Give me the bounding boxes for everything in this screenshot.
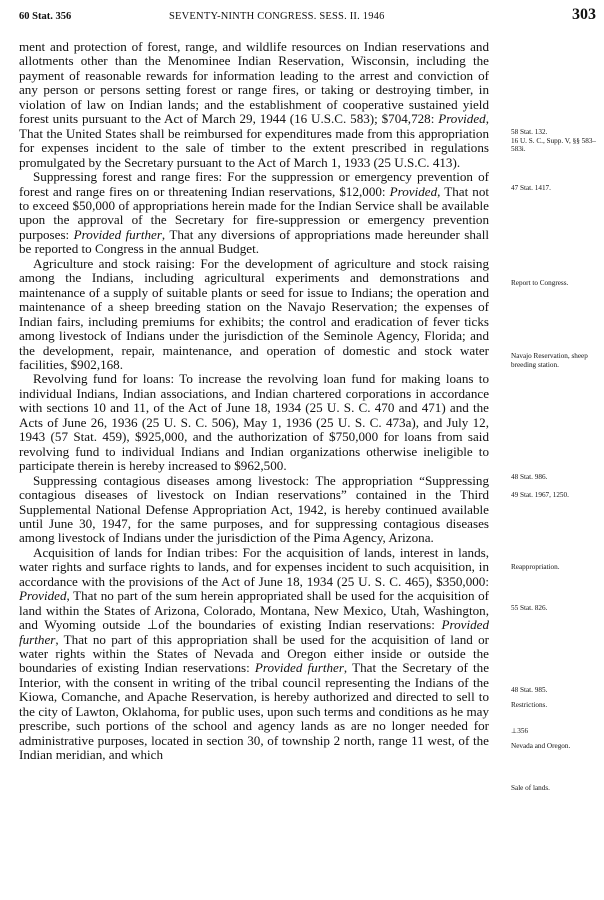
margin-note-49-stat-1967: 49 Stat. 1967, 1250.	[511, 491, 569, 499]
stat-reference: 60 Stat. 356	[19, 11, 72, 22]
paragraph-suppressing-fires: Suppressing forest and range fires: For the suppression or emergency prevention of forest and range fires on or threatening Indian reservations, $12,000: Provided, That not to exceed $50,000 of appropriations herein made for the Indian Service shall be available upon the approval of the Secretary for fire-suppression or emergency prevention purposes: Provided further, That any diversions of appropriations made hereunder shall be reported to Congress in the annual Budget.	[19, 169, 490, 257]
paragraph-agriculture: Agriculture and stock raising: For the development of agriculture and stock raising among the Indians, including agricultural experiments and demonstrations and maintenance of a supply of suitable plants or seed for issue to Indians; the operation and maintenance of a sheep breeding station on the Navajo Reservation; the expenses of Indian fairs, including premiums for exhibits; the control and eradication of fever ticks among livestock of Indians under the jurisdiction of the Seminole Agency, Florida; and the development, repair, maintenance, and operation of domestic and stock water facilities, $902,168.	[19, 255, 489, 372]
paragraph-contagious-diseases: Suppressing contagious diseases among livestock: The appropriation “Suppressing contagious diseases of livestock on Indian reservations” contained in the Third Supplemental National Defense Appropriation Act, 1942, is hereby continued available until June 30, 1947, for the same purposes, and for suppressing contagious diseases among livestock of Indians under the jurisdiction of the Pima Agency, Arizona.	[19, 472, 489, 546]
margin-note-sale-of-lands: Sale of lands.	[511, 784, 550, 792]
margin-note-nevada-oregon: Nevada and Oregon.	[511, 742, 571, 750]
margin-note-55-stat-826: 55 Stat. 826.	[511, 604, 548, 612]
congress-session-heading: SEVENTY-NINTH CONGRESS. SESS. II. 1946	[169, 11, 385, 22]
margin-note-navajo-reservation: Navajo Reservation, sheep breeding station.	[511, 352, 588, 369]
paragraph-acquisition-lands: Acquisition of lands for Indian tribes: For the acquisition of lands, interest in lands, water rights and surface rights to lands, and for expenses incident to such acquisition, in accordance with the provisions of the Act of June 18, 1934 (25 U. S. C. 465), $350,000: Provided, That no part of the sum herein appropriated shall be used for the acquisition of land within the States of Arizona, Colorado, Montana, New Mexico, Utah, Washington, and Wyoming outside ⊥of the boundaries of existing Indian reservations: Provided further, That no part of this appropriation shall be used for the acquisition of land or water rights within the States of Nevada and Oregon either inside or outside the boundaries of existing Indian reservations: Provided further, That the Secretary of the Interior, with the consent in writing of the tribal council representing the Indians of the Kiowa, Comanche, and Apache Reservation, is hereby authorized and directed to sell to the city of Lawton, Oklahoma, for public uses, upon such terms and conditions as he may prescribe, such portions of the school and agency lands as are no longer needed for administrative purposes, located in section 30, of township 2 north, range 11 west, of the Indian meridian, and which	[19, 544, 490, 763]
page-number: 303	[572, 6, 596, 23]
paragraph-forest-protection: ment and protection of forest, range, and wildlife resources on Indian reservations and allotments other than the Menominee Indian Reservation, Wisconsin, including the payment of reasonable rewards for information leading to the arrest and conviction of any person or persons setting forest or range fires, or taking or destroying timber, in violation of law on Indian lands; and the establishment of cooperative sustained yield forest units pursuant to the Act of March 29, 1944 (16 U.S.C. 583); $704,728: Provided, That the United States shall be reimbursed for expenditures made from this appropriation for expenses incident to the sale of timber to the extent prescribed in regulations promulgated by the Secretary pursuant to the Act of March 1, 1933 (25 U.S.C. 413).	[19, 39, 489, 170]
main-text-column	[19, 40, 489, 763]
margin-note-58-stat-132: 58 Stat. 132. 16 U. S. C., Supp. V, §§ 583–583i.	[511, 128, 597, 153]
margin-note-48-stat-985: 48 Stat. 985.	[511, 686, 548, 694]
margin-note-page-marker: ⊥356	[511, 727, 529, 735]
margin-note-47-stat-1417: 47 Stat. 1417.	[511, 184, 551, 192]
margin-note-reappropriation: Reappropriation.	[511, 563, 560, 571]
margin-note-report-to-congress: Report to Congress.	[511, 279, 569, 287]
margin-note-restrictions: Restrictions.	[511, 701, 548, 709]
margin-note-48-stat-986: 48 Stat. 986.	[511, 473, 548, 481]
page-header	[19, 8, 596, 28]
paragraph-revolving-fund: Revolving fund for loans: To increase the revolving loan fund for making loans to individual Indians, Indian associations, and Indian chartered corporations in accordance with sections 10 and 11, of the Act of June 18, 1934 (25 U. S. C. 470 and 471) and the Acts of June 26, 1936 (25 U. S. C. 506), May 1, 1936 (25 U. S. C. 473a), and July 12, 1943 (57 Stat. 459), $925,000, and the authorization of $750,000 for loans from said revolving fund to individual Indians and Indian organizations otherwise ineligible to participate therein is hereby increased to $962,500.	[19, 371, 489, 474]
